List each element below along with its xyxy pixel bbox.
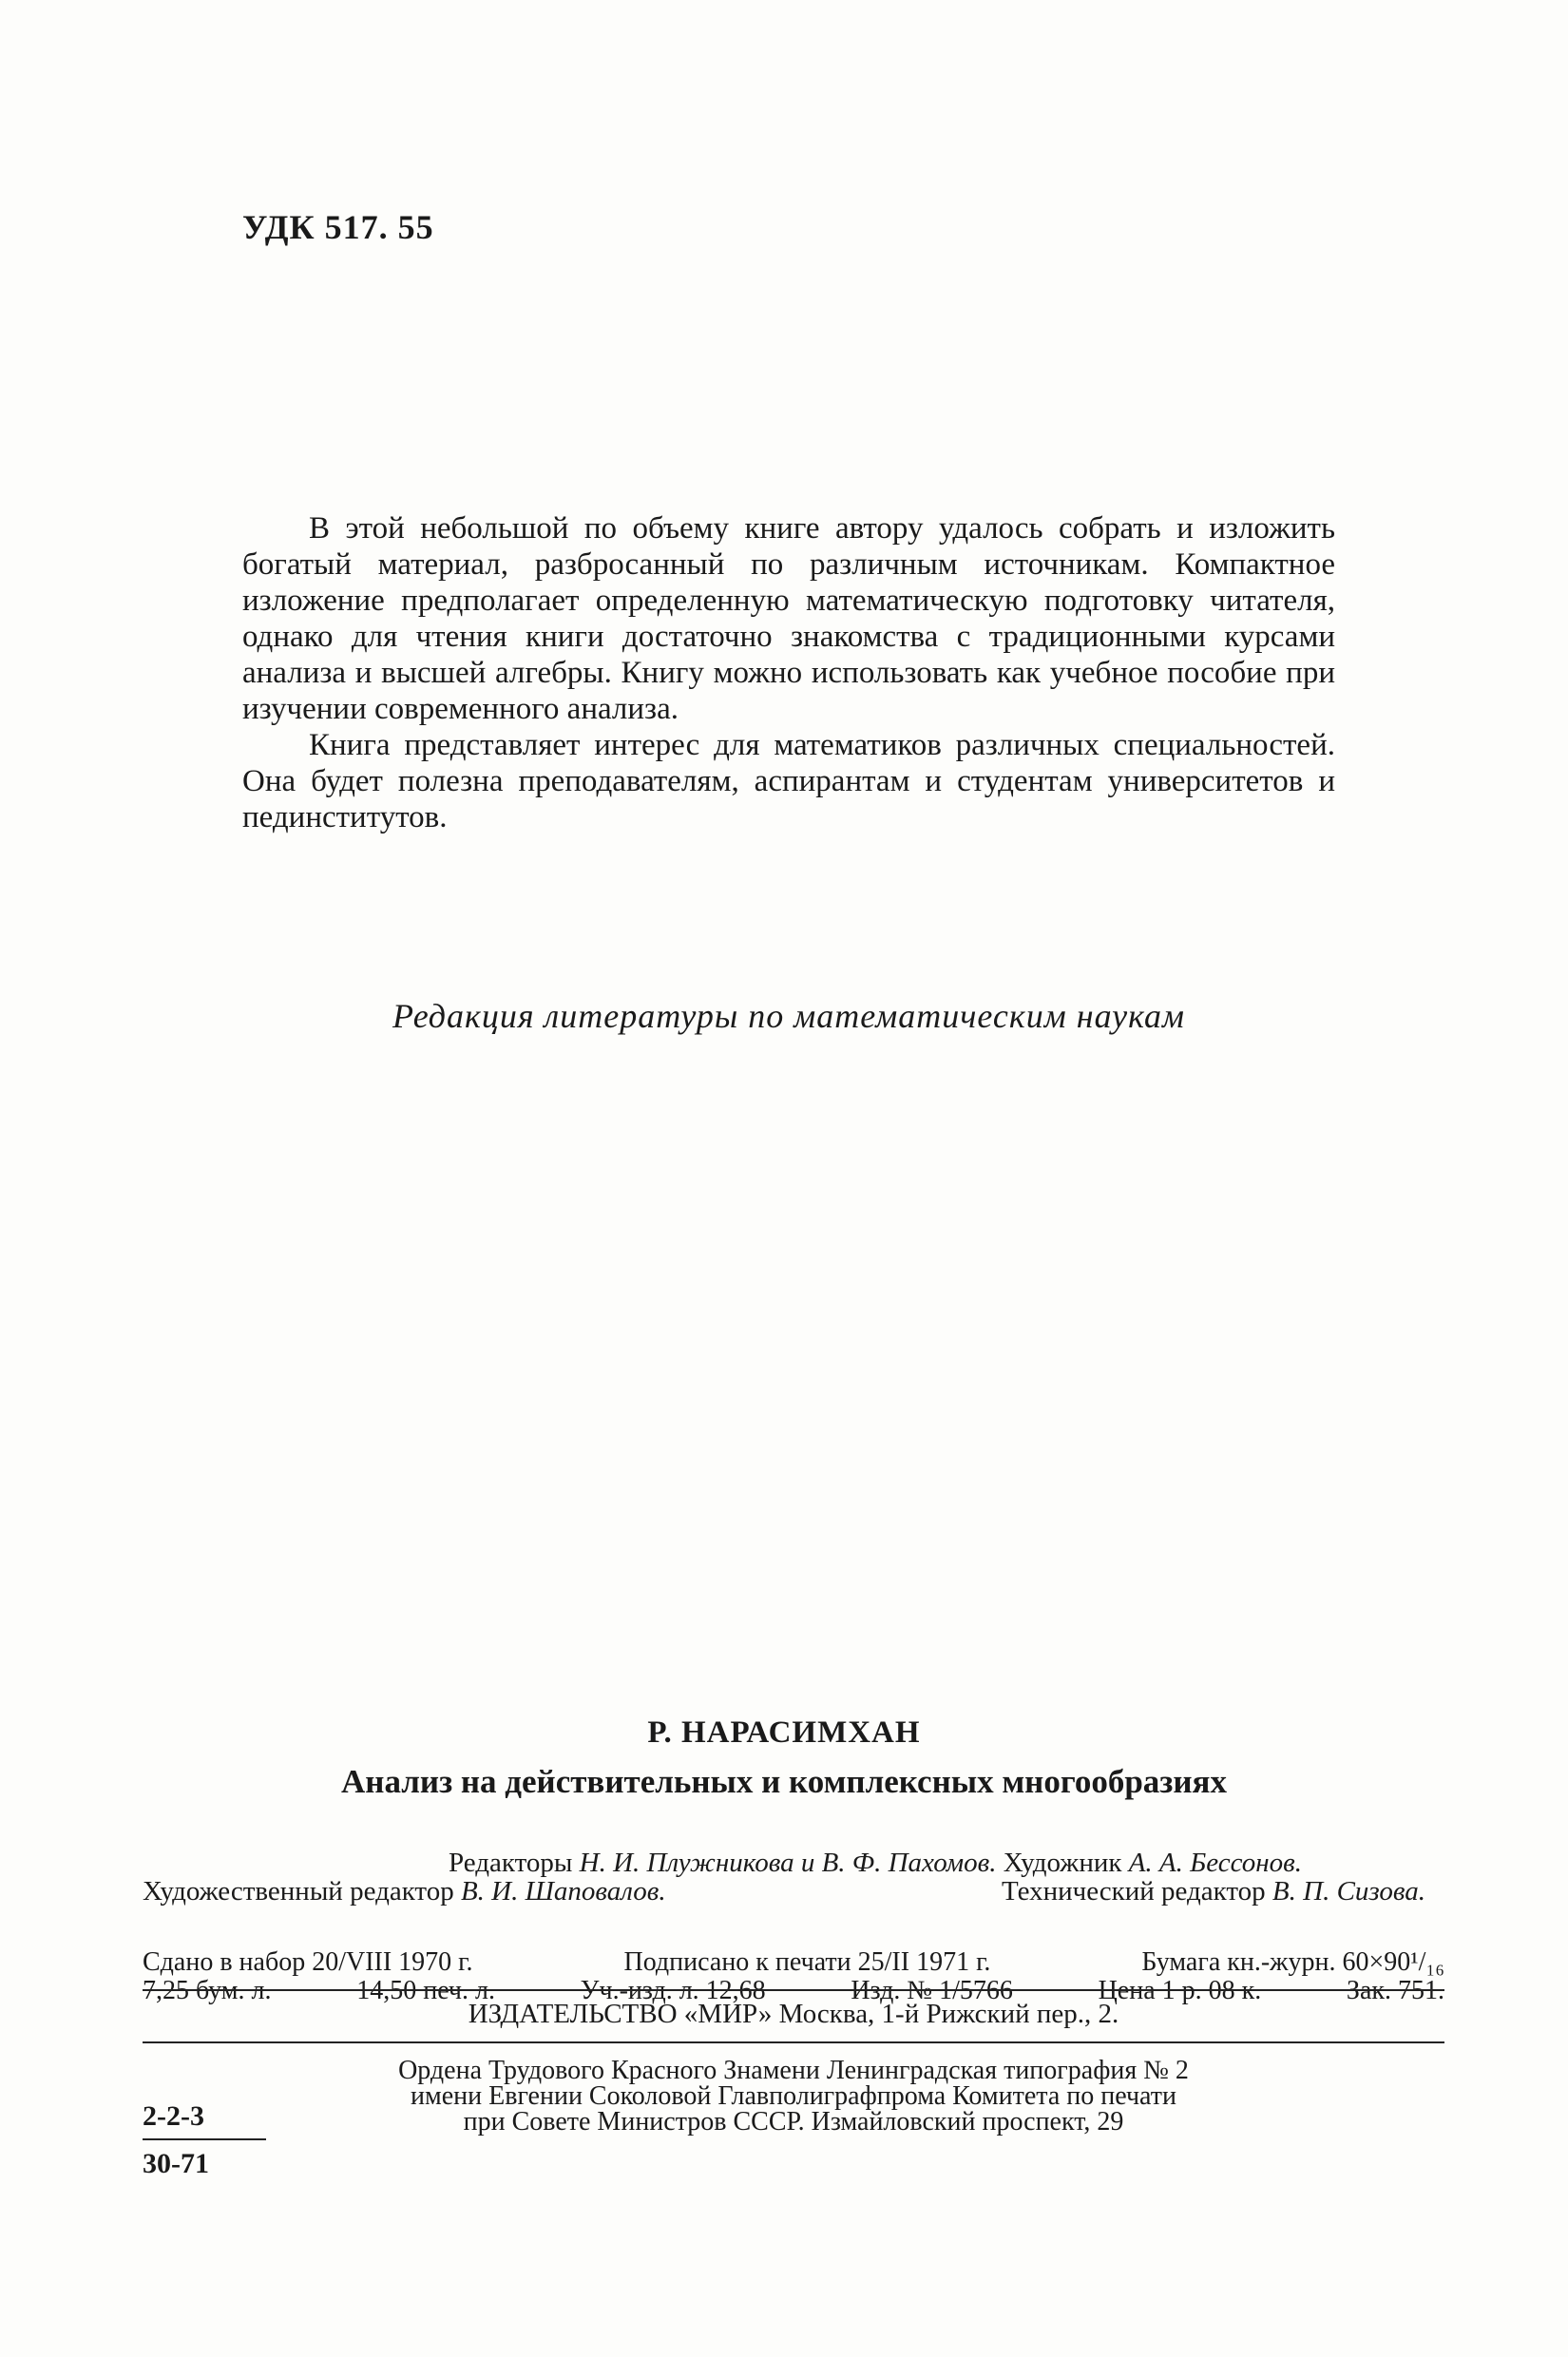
editors-names: Н. И. Плужникова и В. Ф. Пахомов. — [579, 1848, 997, 1878]
printer-line-2: имени Евгении Соколовой Главполиграфпрома Комитета по печати — [411, 2081, 1176, 2111]
paper-format: Бумага кн.-журн. 60×90¹/₁₆ — [1141, 1947, 1444, 1977]
author-name: Р. НАРАСИМХАН — [647, 1715, 921, 1750]
credits-row-editors — [143, 1849, 1425, 1877]
printer-line-1: Ордена Трудового Красного Знамени Ленинградская типография № 2 — [398, 2056, 1189, 2085]
price: Цена 1 р. 08 к. — [1098, 1976, 1262, 2005]
printer-imprint — [143, 2058, 1444, 2135]
tech-editor-name: В. П. Сизова. — [1272, 1876, 1425, 1907]
credits-row-art-editors — [143, 1877, 1425, 1906]
divider-top — [143, 1989, 1444, 1991]
art-editor-name: В. И. Шаповалов. — [460, 1876, 666, 1907]
credits — [143, 1849, 1425, 1906]
tech-editor-label: Технический редактор — [1001, 1876, 1266, 1907]
paper-sheets: 7,25 бум. л. — [143, 1976, 272, 2005]
catalog-code — [143, 2100, 266, 2180]
publication-row-1 — [143, 1948, 1444, 1977]
divider-bottom — [143, 2041, 1444, 2043]
catalog-code-bottom: 30-71 — [143, 2138, 266, 2180]
art-editor-label: Художественный редактор — [143, 1876, 454, 1907]
udk-code: УДК 517. 55 — [242, 208, 434, 246]
abstract — [242, 510, 1335, 835]
typeset-date: Сдано в набор 20/VIII 1970 г. — [143, 1947, 473, 1977]
abstract-paragraph-1: В этой небольшой по объему книге автору удалось собрать и изложить богатый материал, разбросанный по различным источникам. Компактное изложение предполагает определенную математическую подготовку читателя, однако для чтения книги достаточно знакомства с традиционными курсами анализа и высшей алгебры. Книгу можно использовать как учебное пособие при изучении современного анализа. — [242, 511, 1335, 726]
printed-sheets: 14,50 печ. л. — [356, 1976, 495, 2005]
editors-label: Редакторы — [449, 1848, 573, 1878]
publication-details — [143, 1948, 1444, 2005]
editorial-office: Редакция литературы по математическим наукам — [392, 997, 1185, 1035]
abstract-paragraph-2: Книга представляет интерес для математиков различных специальностей. Она будет полезна преподавателям, аспирантам и студентам университетов и пединститутов. — [242, 728, 1335, 834]
catalog-code-top: 2-2-3 — [143, 2100, 204, 2132]
signed-date: Подписано к печати 25/II 1971 г. — [623, 1947, 991, 1977]
artist-name: А. А. Бессонов. — [1128, 1848, 1302, 1878]
academic-sheets: Уч.-изд. л. 12,68 — [580, 1976, 766, 2005]
edition-number: Изд. № 1/5766 — [851, 1976, 1013, 2005]
artist-label: Художник — [1003, 1848, 1122, 1878]
order-number: Зак. 751. — [1346, 1976, 1444, 2005]
printer-line-3: при Совете Министров СССР. Измайловский проспект, 29 — [463, 2107, 1124, 2137]
publisher-line: ИЗДАТЕЛЬСТВО «МИР» Москва, 1-й Рижский пер., 2. — [468, 1999, 1119, 2029]
book-title: Анализ на действительных и комплексных многообразиях — [341, 1763, 1227, 1800]
